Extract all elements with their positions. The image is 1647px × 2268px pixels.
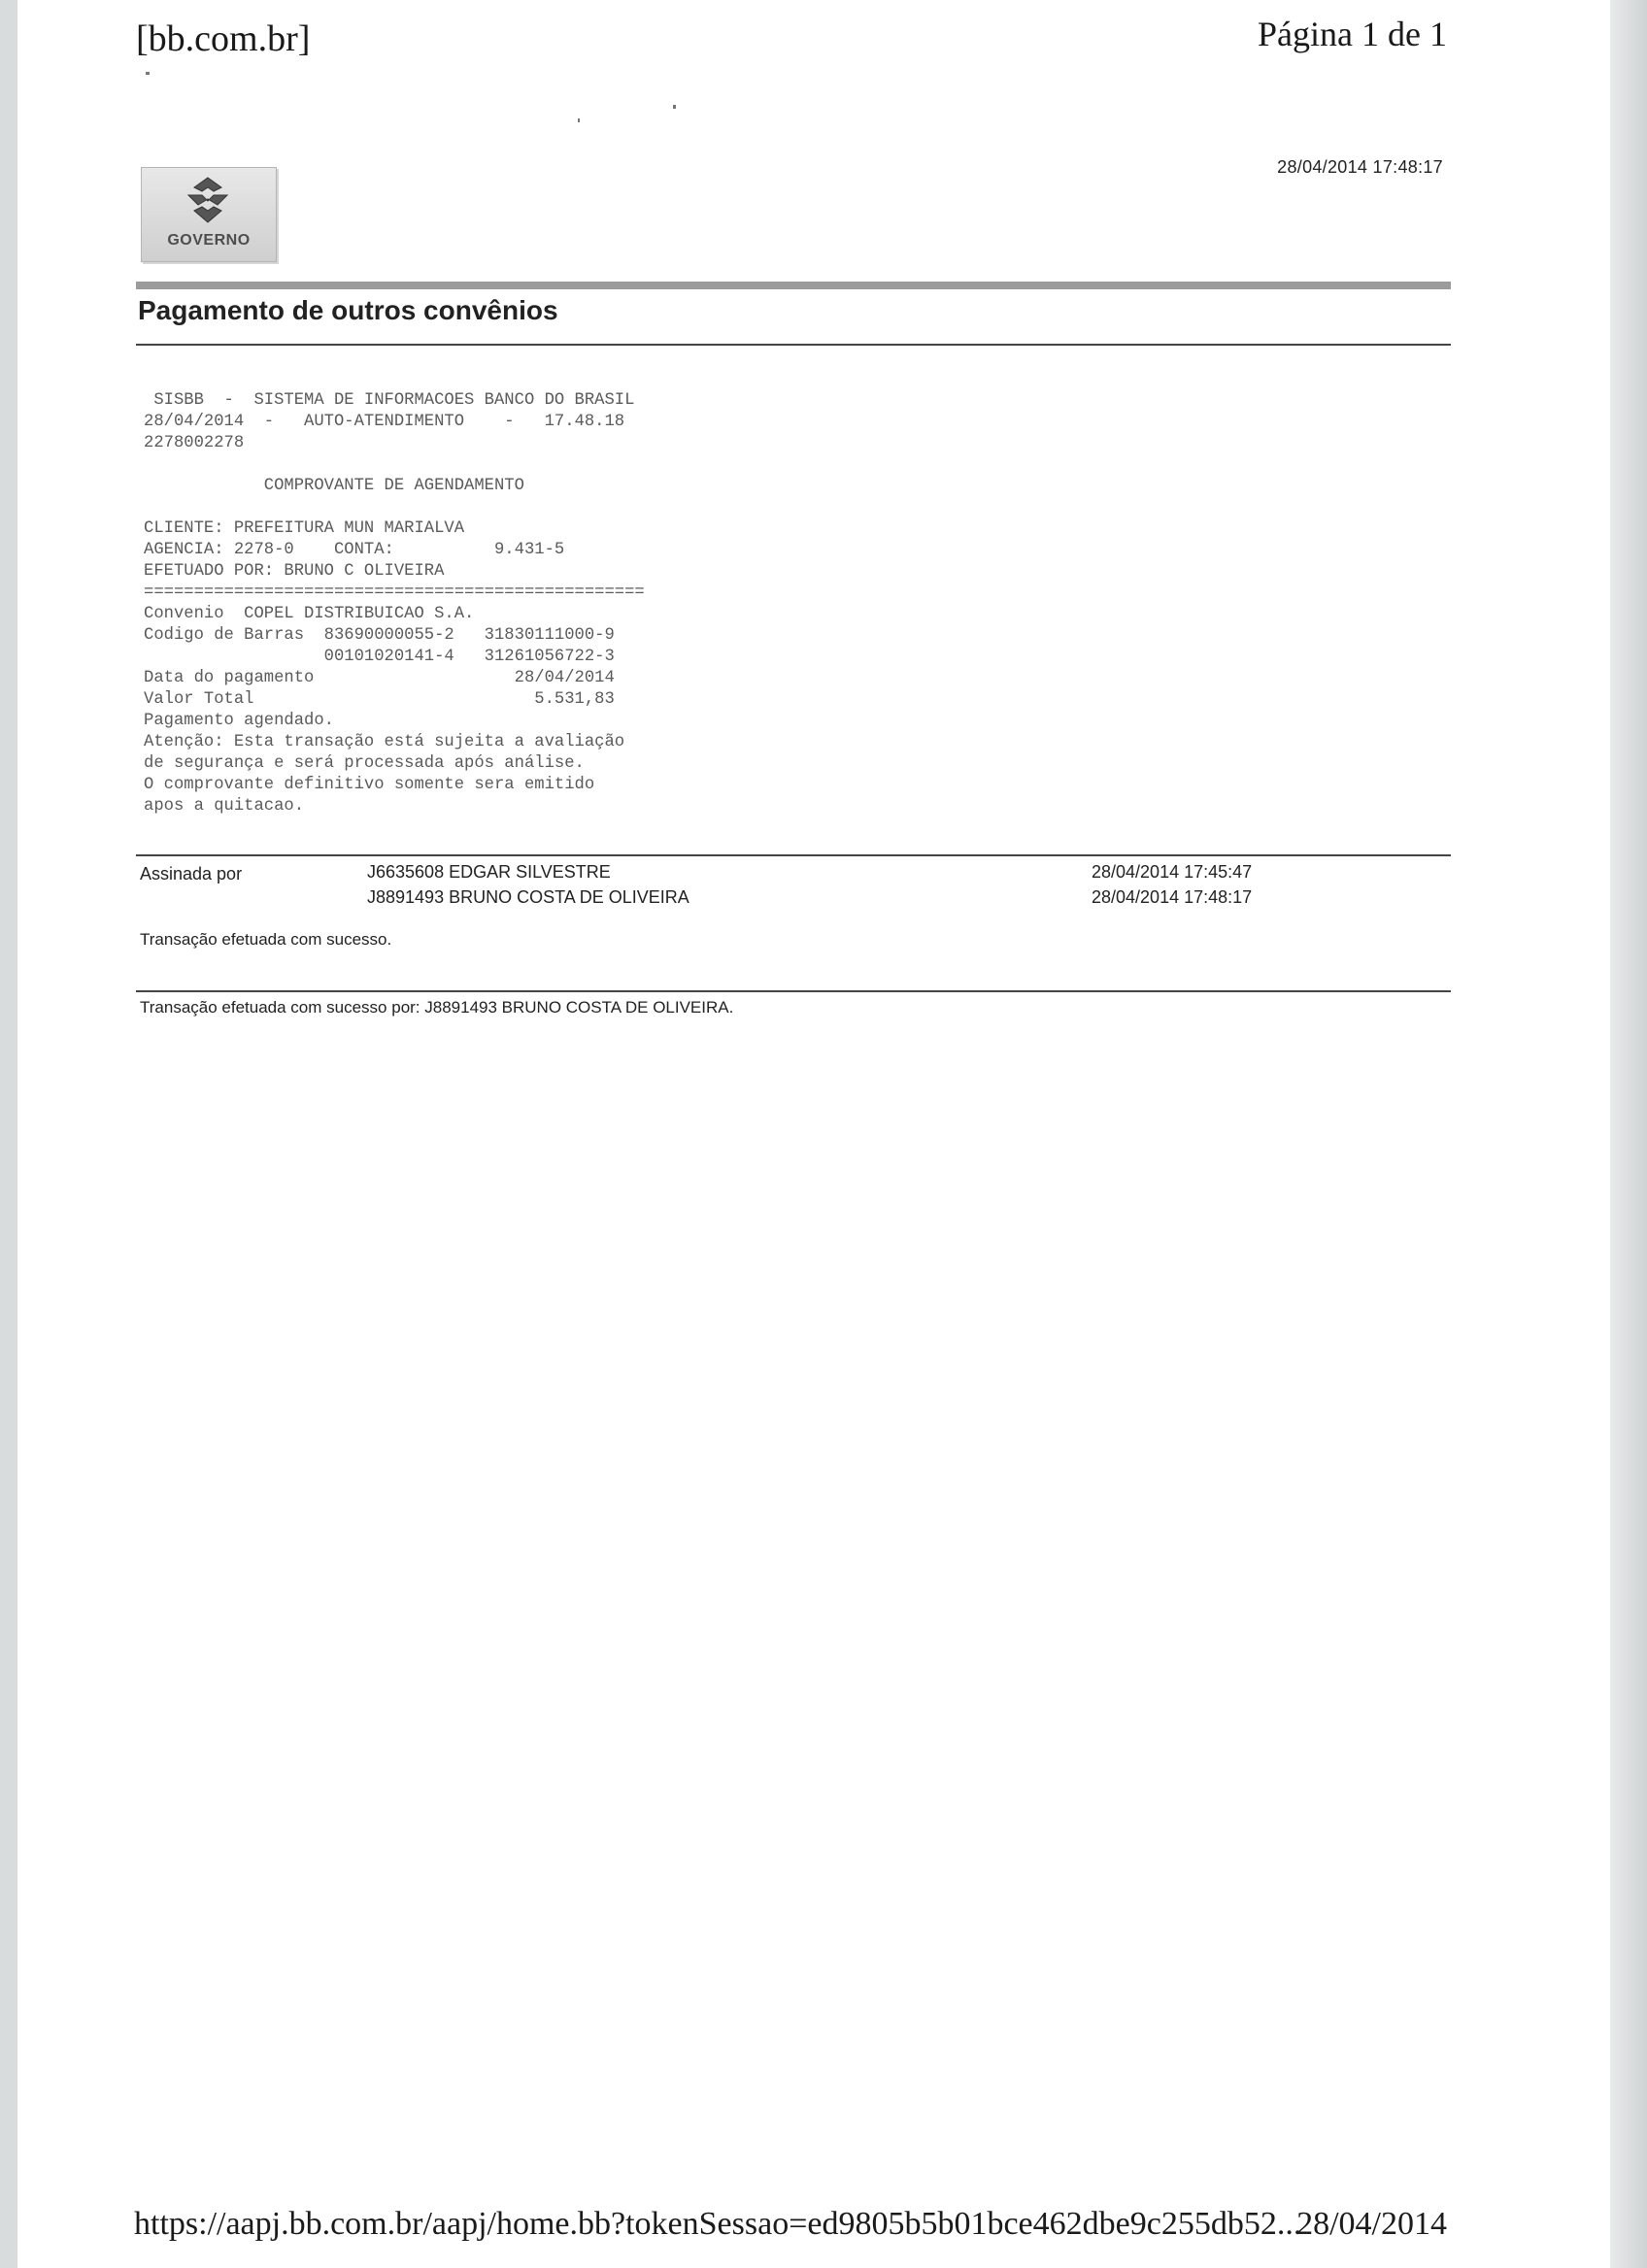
site-name: [bb.com.br] [136,18,311,59]
receipt-line: Convenio COPEL DISTRIBUICAO S.A. [144,605,475,623]
status-divider [136,990,1451,992]
receipt-line: Atenção: Esta transação está sujeita a avaliação [144,733,625,751]
receipt-line: 00101020141-4 31261056722-3 [144,648,615,666]
receipt-line: SISBB - SISTEMA DE INFORMACOES BANCO DO BRASIL [144,391,635,410]
scan-edge [1610,0,1647,2268]
signer-name: J8891493 BRUNO COSTA DE OLIVEIRA [367,887,689,907]
receipt-line: 28/04/2014 - AUTO-ATENDIMENTO - 17.48.18 [144,413,625,431]
receipt-line: COMPROVANTE DE AGENDAMENTO [144,477,524,495]
scan-speck [578,118,580,122]
receipt-line: CLIENTE: PREFEITURA MUN MARIALVA [144,519,465,538]
receipt-line: Codigo de Barras 83690000055-2 31830111000-9 [144,626,615,645]
receipt-line: Pagamento agendado. [144,712,334,730]
receipt-line: 2278002278 [144,434,245,452]
signature-date: 28/04/2014 17:45:47 [1092,862,1253,882]
receipt-line: apos a quitacao. [144,797,305,816]
signed-by-label: Assinada por [140,864,243,884]
receipt-line: de segurança e será processada após análise. [144,754,585,773]
signature-divider [136,854,1451,856]
scan-speck [673,105,676,109]
governo-logo [141,167,277,262]
page-number: Página 1 de 1 [1258,15,1447,53]
footer-url: https://aapj.bb.com.br/aapj/home.bb?tokenSessao=ed9805b5b01bce462dbe9c255db52... [134,2206,1302,2242]
receipt-line: EFETUADO POR: BRUNO C OLIVEIRA [144,562,445,581]
signer-name: J6635608 EDGAR SILVESTRE [367,862,611,882]
receipt-line: AGENCIA: 2278-0 CONTA: 9.431-5 [144,541,565,559]
transaction-status: Transação efetuada com sucesso. [140,930,392,949]
receipt-line [144,497,645,518]
print-timestamp: 28/04/2014 17:48:17 [1277,157,1443,177]
receipt-line: ================================================== [144,584,645,602]
signature-date: 28/04/2014 17:48:17 [1092,887,1253,907]
receipt-line: Valor Total 5.531,83 [144,690,615,709]
transaction-status-by: Transação efetuada com sucesso por: J8891493 BRUNO COSTA DE OLIVEIRA. [140,998,734,1017]
document-page [17,0,1610,2268]
bb-logo-icon [179,176,237,230]
header-divider [136,282,1451,289]
receipt-line [144,454,645,476]
scan-speck [146,72,150,75]
title-divider [136,344,1451,346]
receipt-line: O comprovante definitivo somente sera emitido [144,776,595,794]
logo-label: GOVERNO [167,232,251,249]
page-title: Pagamento de outros convênios [138,295,558,325]
receipt-line: Data do pagamento 28/04/2014 [144,669,615,687]
footer-date: 28/04/2014 [1296,2206,1447,2242]
receipt-text [144,390,645,817]
